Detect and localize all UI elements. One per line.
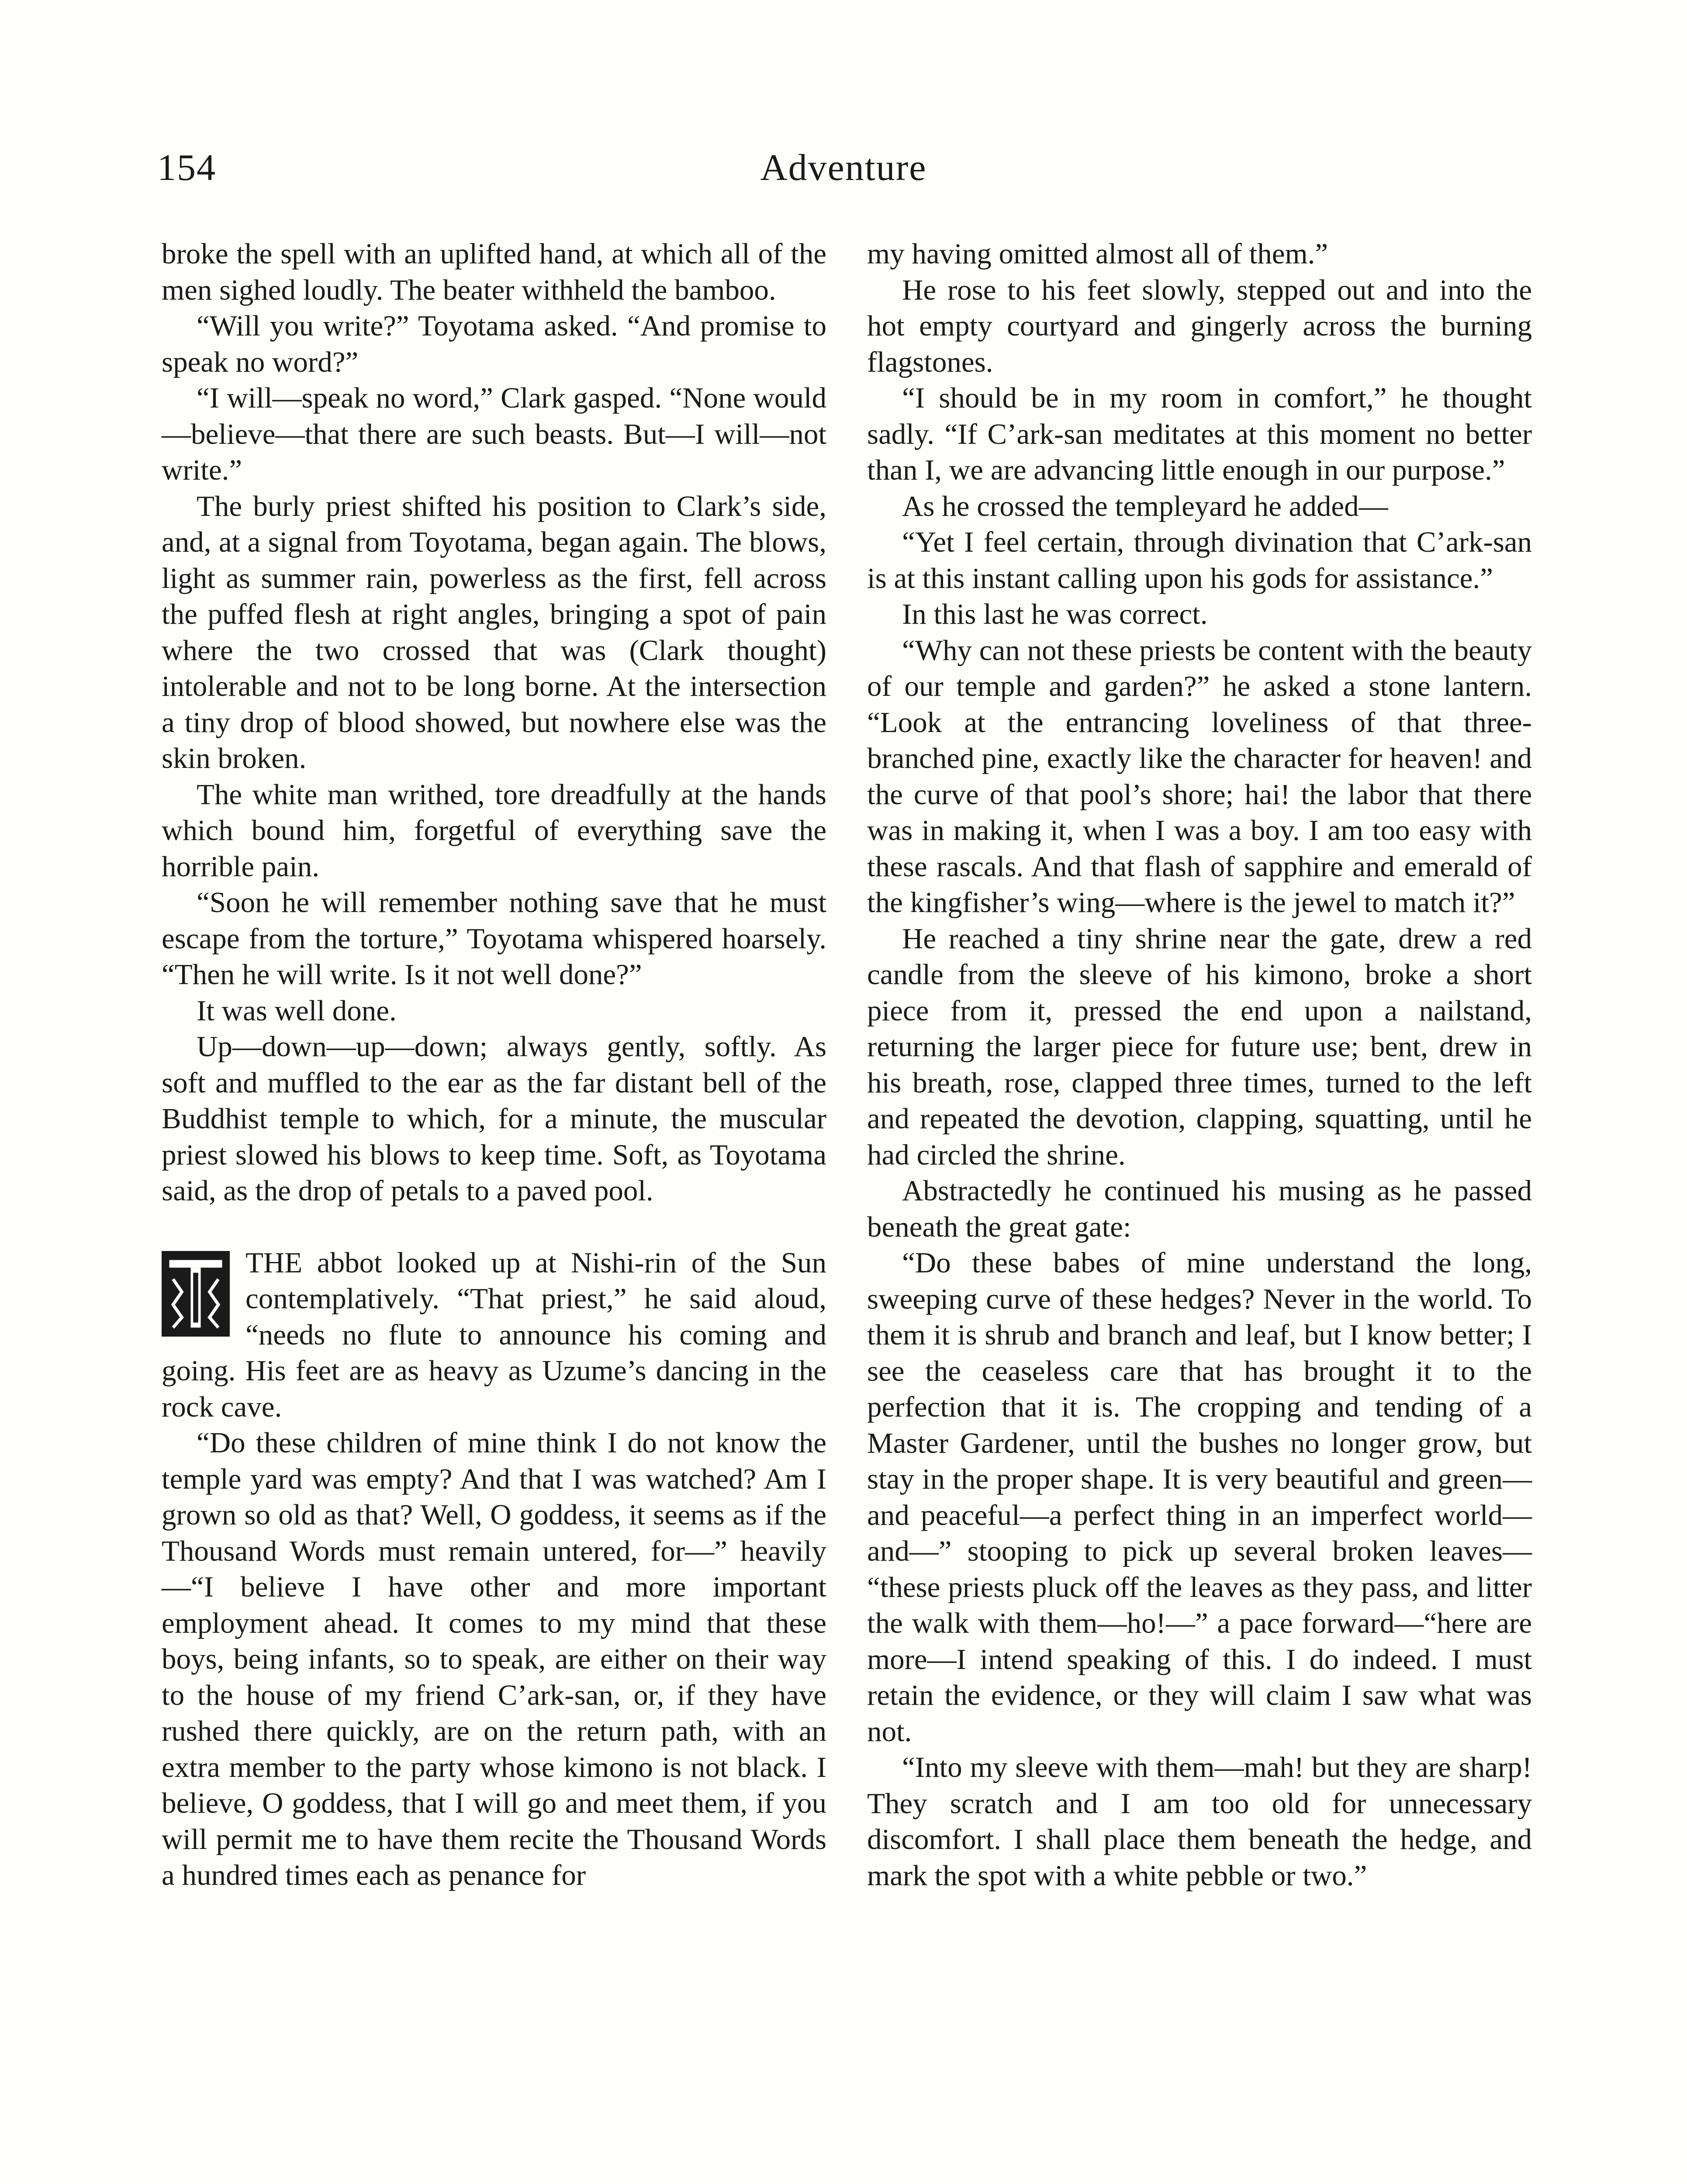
paragraph: As he crossed the templeyard he added— [902, 490, 1388, 522]
paragraph: broke the spell with an uplifted hand, at which all of the men sighed loudly. The beater withheld the bamboo. [162, 238, 826, 306]
ornamental-dropcap-icon [162, 1251, 230, 1337]
paragraph: The burly priest shifted his position to Clark’s side, and, at a signal from Toyotama, began again. The blows, light as summer rain, powerless as the first, fell across the puffed flesh at right angles, bringing a spot of pain where the two crossed that was (Clark thought) intolerable and not to be long borne. At the intersection a tiny drop of blood showed, but nowhere else was the skin broken. [162, 490, 826, 774]
running-head: Adventure [760, 146, 927, 188]
page-number: 154 [157, 146, 216, 188]
paragraph: He reached a tiny shrine near the gate, drew a red candle from the sleeve of his kimono, broke a short piece from it, pressed the end upon a nailstand, returning the larger piece for future use; bent, drew in his breath, rose, clapped three times, turned to the left and repeated the devotion, clapping, squatting, until he had circled the shrine. [867, 922, 1532, 1171]
paragraph: “Into my sleeve with them—mah! but they are sharp! They scratch and I am too old for unnecessary discomfort. I shall place them beneath the hedge, and mark the spot with a white pebble or two.” [867, 1751, 1532, 1892]
paragraph: “Soon he will remember nothing save that he must escape from the torture,” Toyotama whispered hoarsely. “Then he will write. Is it not well done?” [162, 886, 826, 991]
paragraph: “Will you write?” Toyotama asked. “And promise to speak no word?” [162, 310, 826, 378]
paragraph: “Do these babes of mine understand the long, sweeping curve of these hedges? Never in the world. To them it is shrub and branch and leaf, but I know better; I see the ceaseless care that has brought it to the perfection that it is. The cropping and tending of a Master Gardener, until the bushes no longer grow, but stay in the proper shape. It is very beautiful and green—and peaceful—a perfect thing in an imperfect world—and—” stooping to pick up several broken leaves— “these priests pluck off the leaves as they pass, and litter the walk with them—ho!—” a pace forward—“here are more—I intend speaking of this. I do indeed. I must retain the evidence, or they will claim I saw what was not. [867, 1247, 1532, 1748]
paragraph: “I will—speak no word,” Clark gasped. “None would—believe—that there are such beasts. But—I will—not write.” [162, 382, 826, 486]
paragraph: In this last he was correct. [902, 598, 1208, 630]
right-column [867, 236, 1532, 1894]
paragraph: The white man writhed, tore dreadfully at the hands which bound him, forgetful of everything save the horrible pain. [162, 778, 826, 883]
paragraph: It was well done. [197, 994, 397, 1027]
paragraph: Up—down—up—down; always gently, softly. As soft and muffled to the ear as the far distant bell of the Buddhist temple to which, for a minute, the muscular priest slowed his blows to keep time. Soft, as Toyotama said, as the drop of petals to a paved pool. [162, 1030, 826, 1207]
paragraph: my having omitted almost all of them.” [867, 238, 1328, 270]
paragraph: Abstractedly he continued his musing as he passed beneath the great gate: [867, 1175, 1532, 1243]
paragraph: “Why can not these priests be content with the beauty of our temple and garden?” he asked a stone lantern. “Look at the entrancing loveliness of that three-branched pine, exactly like the character for heaven! and the curve of that pool’s shore; hai! the labor that there was in making it, when I was a boy. I am too easy with these rascals. And that flash of sapphire and emerald of the kingfisher’s wing—where is the jewel to match it?” [867, 634, 1532, 919]
paragraph: He rose to his feet slowly, stepped out and into the hot empty courtyard and gingerly across the burning flagstones. [867, 273, 1532, 378]
left-column [162, 236, 826, 1894]
section-opening-text: THE abbot looked up at Nishi-rin of the Sun contemplatively. “That priest,” he said aloud, “needs no flute to announce his coming and going. His feet are as heavy as Uzume’s dancing in the rock cave. [162, 1246, 826, 1423]
paragraph: “Do these children of mine think I do not know the temple yard was empty? And that I was watched? Am I grown so old as that? Well, O goddess, it seems as if the Thousand Words must remain untered, for—” heavily—“I believe I have other and more important employment ahead. It comes to my mind that these boys, being infants, so to speak, are either on their way to the house of my friend C’ark-san, or, if they have rushed there quickly, are on the return path, with an extra member to the party whose kimono is not black. I believe, O goddess, that I will go and meet them, if you will permit me to have them recite the Thousand Words a hundred times each as penance for [162, 1427, 826, 1891]
paragraph: “I should be in my room in comfort,” he thought sadly. “If C’ark-san meditates at this moment no better than I, we are advancing little enough in our purpose.” [867, 382, 1532, 486]
section-opening-paragraph [162, 1245, 826, 1425]
paragraph: “Yet I feel certain, through divination that C’ark-san is at this instant calling upon his gods for assistance.” [867, 526, 1532, 594]
